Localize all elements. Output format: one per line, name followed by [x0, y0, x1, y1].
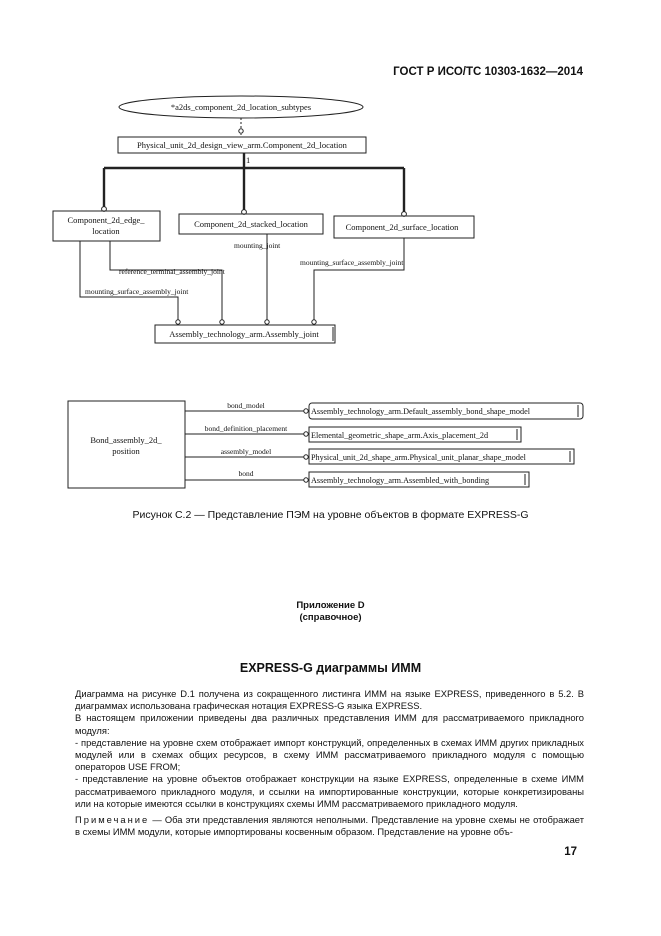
- paragraph-1: Диаграмма на рисунке D.1 получена из сокращенного листинга ИММ на языке EXPRESS, приведенного в 5.2. В диаграммах использована графическая нотация EXPRESS-G языка EXPRESS.: [75, 688, 584, 712]
- bond-entity-label-line1: Bond_assembly_2d_: [90, 435, 162, 445]
- attr-bond-definition-placement-label: bond_definition_placement: [204, 424, 288, 433]
- mounting-joint-label: mounting_joint: [234, 241, 281, 250]
- annex-subtitle: (справочное): [299, 612, 362, 623]
- note-paragraph: [75, 814, 584, 838]
- document-code-header: ГОСТ Р ИСО/ТС 10303-1632—2014: [393, 66, 583, 78]
- attr-bond-label: bond: [238, 469, 254, 478]
- annex-title: Приложение D: [296, 600, 365, 611]
- attr-assembly-model-label: assembly_model: [220, 447, 272, 456]
- mounting-surface-left-line: [80, 241, 178, 320]
- body-text: [75, 688, 584, 838]
- ref-assembled-with-bonding-label: Assembly_technology_arm.Assembled_with_bonding: [311, 476, 490, 485]
- ref-axis-placement-label: Elemental_geometric_shape_arm.Axis_placement_2d: [311, 431, 489, 440]
- edge-location-label-line2: location: [92, 226, 120, 236]
- page-number: 17: [564, 846, 577, 858]
- select-type-label: *a2ds_component_2d_location_subtypes: [170, 102, 312, 112]
- figure-caption: Рисунок С.2 — Представление ПЭМ на уровне объектов в формате EXPRESS-G: [132, 509, 529, 521]
- note-text: — Оба эти представления являются неполными. Представление на уровне схемы не отображает в схемы ИММ модули, которые импортированы косвенным образом. Представление на уровне объ-: [75, 814, 584, 838]
- bond-entity-label-line2: position: [112, 446, 140, 456]
- mounting-surface-left-label: mounting_surface_assembly_joint: [85, 287, 189, 296]
- select-end-circle: [239, 129, 243, 133]
- stacked-location-label: Component_2d_stacked_location: [194, 219, 308, 229]
- mounting-surface-right-label: mounting_surface_assembly_joint: [300, 258, 404, 267]
- paragraph-3: - представление на уровне схем отображает импорт конструкций, определенных в схемах ИММ других прикладных модулей или в схемах общих ресурсов, в схему ИММ рассматриваемого прикладного модуля с помощью операторов USE FROM;: [75, 736, 584, 773]
- assembly-joint-label: Assembly_technology_arm.Assembly_joint: [169, 329, 319, 339]
- reference-terminal-label: reference_terminal_assembly_joint: [119, 267, 225, 276]
- section-title: EXPRESS-G диаграммы ИММ: [239, 661, 422, 675]
- ref-bond-shape-model-label: Assembly_technology_arm.Default_assembly_bond_shape_model: [311, 407, 530, 416]
- edge-location-label-line1: Component_2d_edge_: [67, 215, 145, 225]
- subtype-tree: [104, 153, 404, 214]
- ref-planar-shape-model-label: Physical_unit_2d_shape_arm.Physical_unit_planar_shape_model: [311, 453, 526, 462]
- top-entity-label: Physical_unit_2d_design_view_arm.Component_2d_location: [137, 140, 347, 150]
- surface-location-label: Component_2d_surface_location: [345, 222, 459, 232]
- mounting-surface-right-line: [314, 238, 404, 320]
- reference-terminal-line: [110, 241, 222, 320]
- note-label: Примечание: [75, 814, 150, 826]
- paragraph-2: В настоящем приложении приведены два различных представления ИММ для рассматриваемого прикладного модуля:: [75, 712, 584, 736]
- paragraph-4: - представление на уровне объектов отображает конструкции на языке EXPRESS, определенные в схеме ИММ рассматриваемого прикладного модуля, и ссылки на импортированные конструкции, которые конкретизированы или на которые имеются ссылки в конструкциях схемы ИММ рассматриваемого прикладного модуля.: [75, 773, 584, 809]
- cardinality-label: 1: [246, 155, 251, 165]
- attr-bond-model-label: bond_model: [227, 401, 265, 410]
